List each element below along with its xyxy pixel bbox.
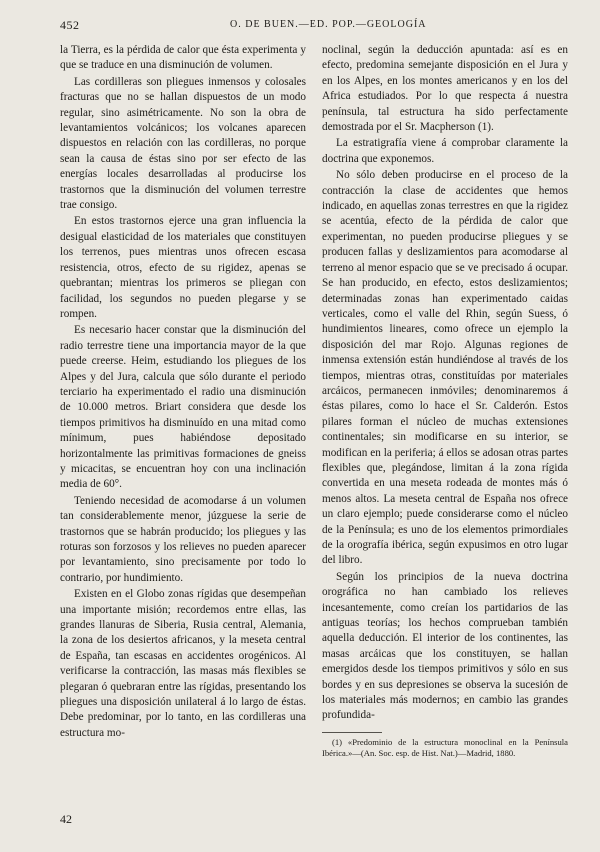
paragraph: Según los principios de la nueva doctrina orográfica no han cambiado los relieves incesantemente, como creían los partidarios de las antiguas teorías; los hechos comprueban también aquella deducción. El interior de los continentes, las masas arcáicas que los constituyen, se hallan emergidos desde los tiempos primitivos y sólo en sus bordes y en sus depresiones se observa la sucesión de los materiales más modernos; en cambio las grandes profundida- bbox=[322, 570, 568, 722]
running-head: O. DE BUEN.—ED. POP.—GEOLOGÍA bbox=[230, 19, 427, 30]
signature-mark: 42 bbox=[60, 812, 72, 826]
text-columns bbox=[60, 43, 568, 803]
page-number: 452 bbox=[60, 18, 80, 32]
paragraph: la Tierra, es la pérdida de calor que ésta experimenta y que se traduce en una disminución de volumen. bbox=[60, 44, 306, 72]
paragraph: No sólo deben producirse en el proceso de la contracción la clase de accidentes que hemos indicado, en aquellas zonas terrestres en que la rigidez se acentúa, efecto de la pérdida de calor que experimentan, no pueden producirse pliegues y se producen fallas y deslizamientos para acomodarse al terreno al menor espacio que se ve precisado á ocupar. Se han producido, en efecto, estos deslizamientos; determinadas zonas han experimentado caidas verticales, como el valle del Rhin, según Suess, ó hundimientos lineares, como ofrece un ejemplo la disposición del mar Rojo. Algunas regiones de inmensa extensión están hundiéndose al través de los tiempos, mientras otras, constituídas por materiales arcáicos, permanecen inmóviles; denominaremos á éstas pilares, como lo hace el Sr. Calderón. Estos pilares forman el núcleo de muchas extensiones continentales; sin modificarse en su interior, se modifican en la periferia; á ellos se adosan otras partes flexibles que, plegándose, limitan á la zona rígida convertida en una meseta rodeada de montes más ó menos altos. La meseta central de España nos ofrece un claro ejemplo; puede considerarse como el núcleo de la Península; es uno de los elementos primordiales de la orografía ibérica, según expusimos en otro lugar del libro. bbox=[322, 169, 568, 567]
paragraph: Teniendo necesidad de acomodarse á un volumen tan considerablemente menor, júzguese la serie de trastornos que se habrán producido; los pliegues y las roturas son forzosos y los relieves no pueden aparecer por levantamiento, sino precisamente por todo lo contrario, por hundimiento. bbox=[60, 494, 306, 584]
paragraph: Las cordilleras son pliegues inmensos y colosales fracturas que no se hallan dispuestos de un modo regular, sino asimétricamente. No son la obra de levantamientos volcánicos; los volcanes aparecen dispuestos en relación con las cordilleras, no porque sean la causa de éstas sino por ser efecto de las energías locales desarrolladas al producirse los trastornos que la disminución del volumen terrestre trae consigo. bbox=[60, 75, 306, 212]
paragraph: Existen en el Globo zonas rígidas que desempeñan una importante misión; recordemos entre ellas, las grandes llanuras de Siberia, Rusia central, Alemania, la zona de los desiertos africanos, y la meseta central de España, tan escasas en accidentes orogénicos. Al verificarse la contracción, las masas más flexibles se plegaran ó quebraran entre las rígidas, presentando los pliegues una disposición unilateral á lo largo de éstas. Debe predominar, por lo tanto, en las cordilleras una estructura mo- bbox=[60, 588, 306, 739]
footnote-divider bbox=[322, 732, 382, 733]
footnote: (1) «Predominio de la estructura monoclinal en la Península Ibérica.»—(An. Soc. esp. de Hist. Nat.)—Madrid, 1880. bbox=[322, 736, 568, 758]
page-header bbox=[60, 18, 560, 34]
paragraph: noclinal, según la deducción apuntada: así es en efecto, predomina semejante disposición en el Jura y en los Alpes, en los montes americanos y en los del Africa estudiados. Por lo que respecta á nuestra península, tal estructura ha sido perfectamente demostrada por el Sr. Macpherson (1). bbox=[322, 44, 568, 134]
paragraph: En estos trastornos ejerce una gran influencia la desigual elasticidad de los materiales que constituyen los terrenos, pues mientras unos ofrecen escasa resistencia, otros, efecto de su rigidez, apenas se quebrantan; mientras los primeros se pliegan con facilidad, los segundos no pueden plegarse y se rompen. bbox=[60, 215, 306, 320]
paragraph: Es necesario hacer constar que la disminución del radio terrestre tiene una importancia mayor de la que puede creerse. Heim, estudiando los pliegues de los Alpes y del Jura, calcula que sólo durante el periodo terciario ha experimentado el radio una disminución de 10.000 metros. Briart considera que desde los tiempos primitivos ha disminuído en una mitad como mínimum, pues habiéndose depositado horizontalmente las primitivas formaciones de gneiss y micacitas, se encuentran hoy con una inclinación media de 60°. bbox=[60, 324, 306, 491]
right-column bbox=[322, 43, 568, 803]
left-column bbox=[60, 43, 306, 803]
paragraph: La estratigrafía viene á comprobar claramente la doctrina que exponemos. bbox=[322, 137, 568, 165]
